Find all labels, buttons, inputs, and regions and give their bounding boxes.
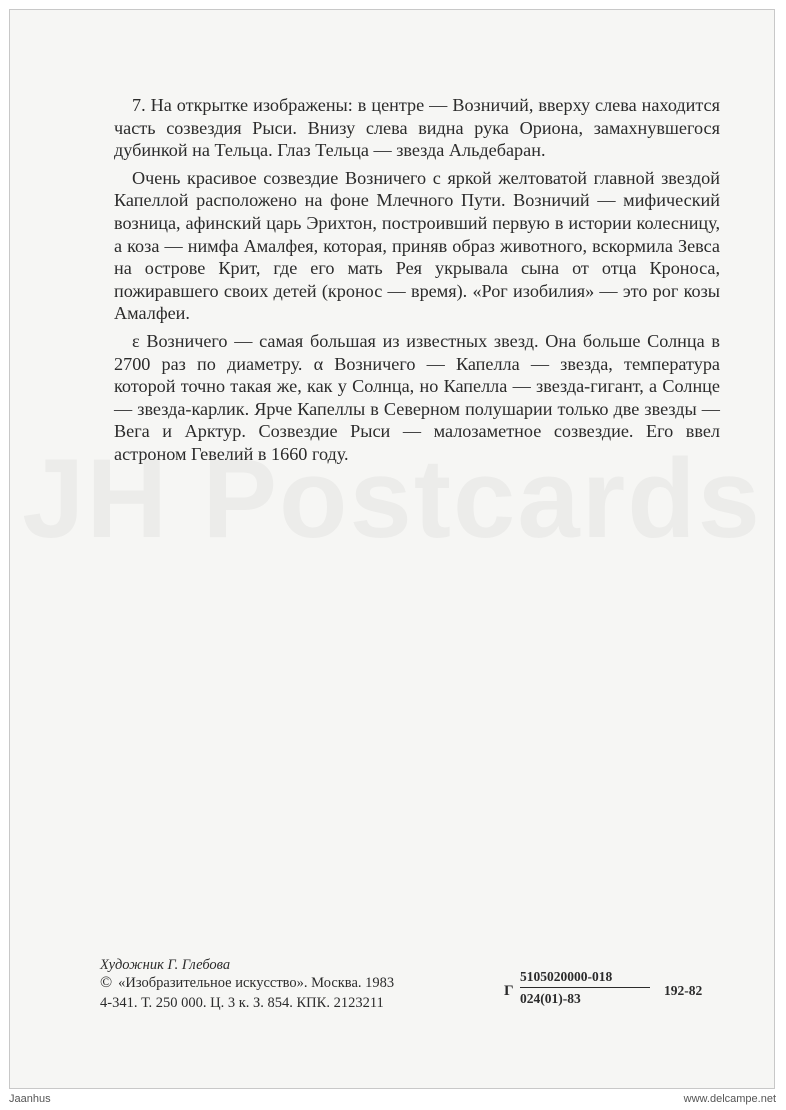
description-text [114, 94, 720, 471]
postcard-back [9, 9, 775, 1089]
credits-block [100, 956, 720, 1011]
artist-credit: Художник Г. Глебова [100, 957, 231, 973]
fraction-numerator: 5105020000-018 [520, 968, 650, 988]
site-name-left: Jaanhus [9, 1093, 51, 1105]
copyright-symbol: © [100, 974, 113, 991]
site-name-right: www.delcampe.net [683, 1093, 776, 1105]
publisher-line [100, 974, 394, 992]
paragraph-1: 7. На открытке изображены: в центре — Возничий, вверху слева находится часть созвездия Рыси. Внизу слева видна рука Ориона, замахнувшегося дубинкой на Тельца. Глаз Тельца — звезда Альдебаран. [114, 95, 720, 161]
paragraph-3: ε Возничего — самая большая из известных звезд. Она больше Солнца в 2700 раз по диаметру. α Возничего — Капелла — звезда, температура которой точно такая же, как у Солнца, но Капелла — звезда-гигант, а Солнце — звезда-карлик. Ярче Капеллы в Северном полушарии только две звезды — Вега и Арктур. Созвездие Рыси — малозаметное созвездие. Его ввел астроном Гевелий в 1660 году. [114, 330, 720, 464]
publisher-name: «Изобразительное искусство». Москва. 1983 [118, 975, 395, 991]
index-letter: Г [504, 983, 514, 999]
index-fraction [520, 968, 650, 1008]
print-data: 4-341. Т. 250 000. Ц. 3 к. З. 854. КПК. 2123211 [100, 995, 384, 1011]
paragraph-2: Очень красивое созвездие Возничего с яркой желтоватой главной звездой Капеллой расположено на фоне Млечного Пути. Возничий — мифический возница, афинский царь Эрихтон, построивший первую в истории колесницу, а коза — нимфа Амалфея, которая, приняв образ животного, вскормила Зевса на острове Крит, где его мать Рея укрывала сына от отца Кроноса, пожиравшего своих детей (кронос — время). «Рог изобилия» — это рог козы Амалфеи. [114, 167, 720, 324]
catalog-code: 192-82 [664, 983, 703, 998]
fraction-denominator: 024(01)-83 [520, 991, 581, 1006]
